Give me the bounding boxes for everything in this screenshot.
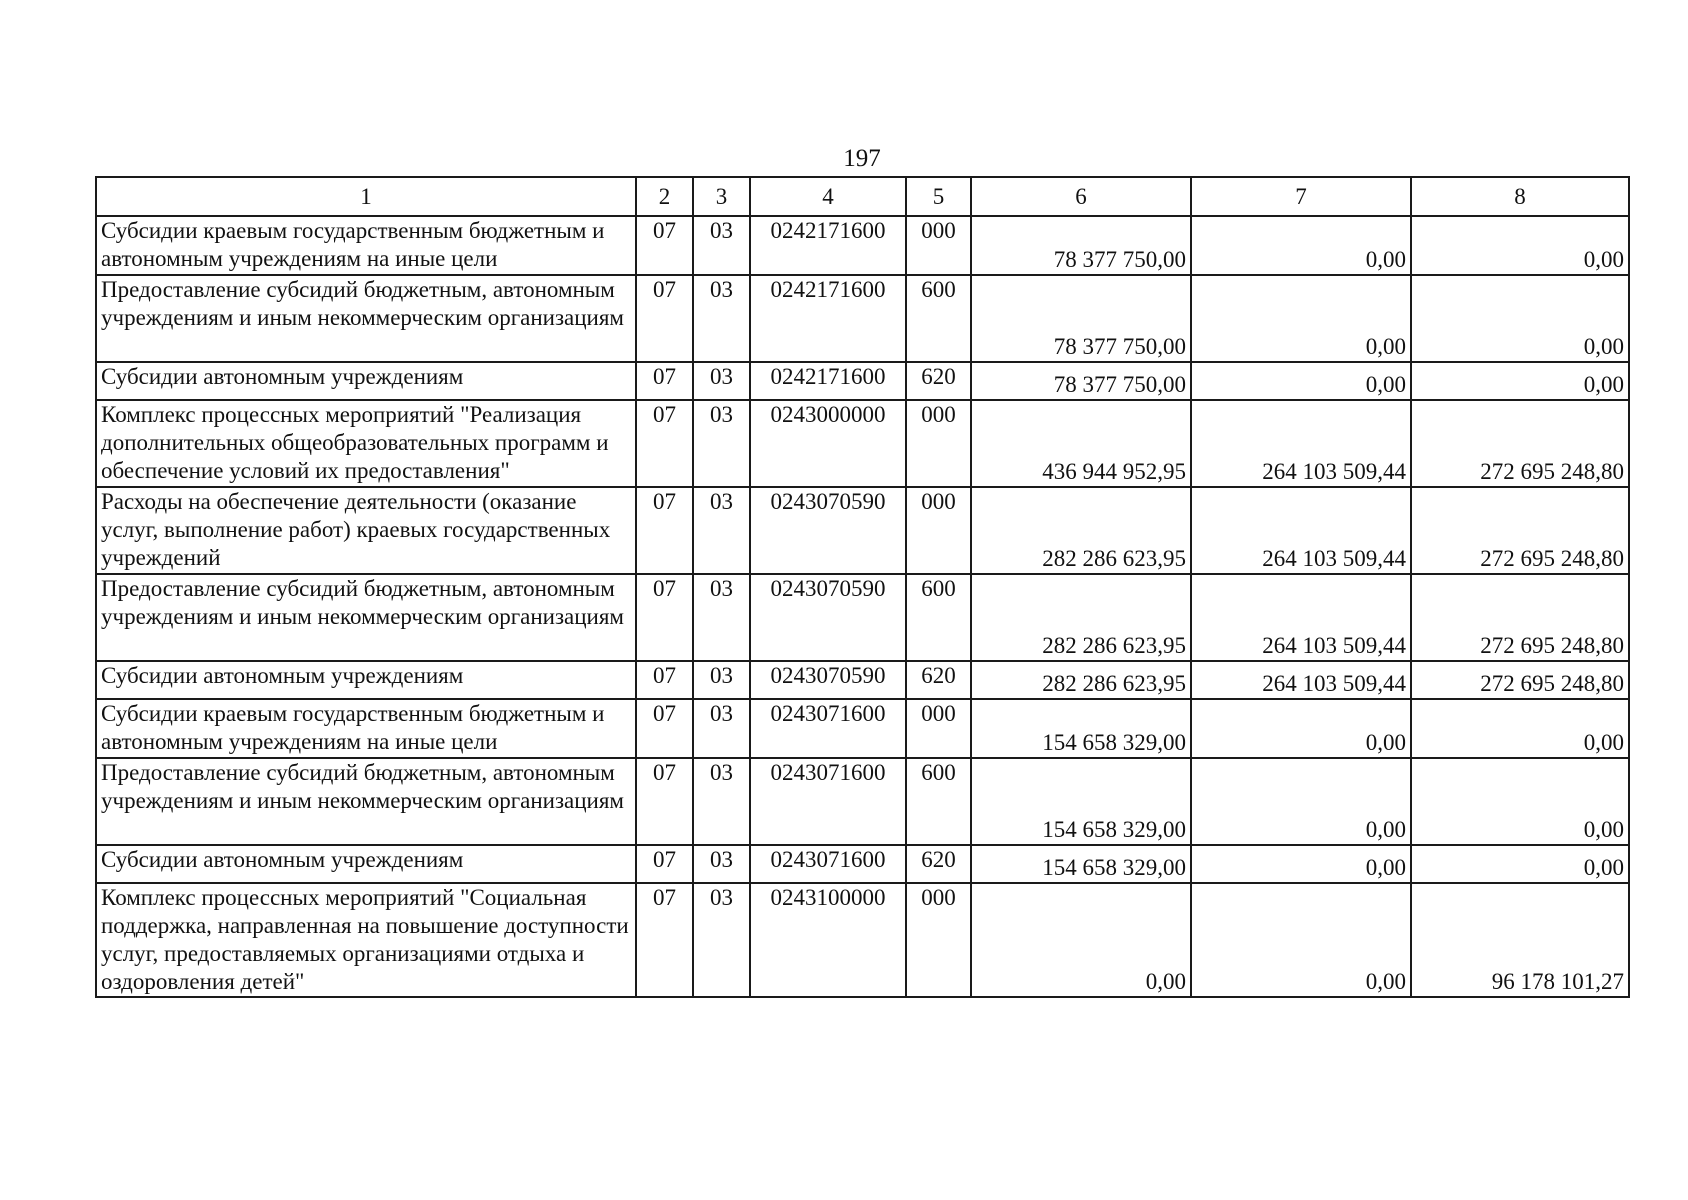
- amount-col-8: 0,00: [1411, 845, 1629, 883]
- row-name: Субсидии автономным учреждениям: [96, 362, 636, 400]
- amount-col-7: 0,00: [1191, 275, 1411, 362]
- amount-col-7: 264 103 509,44: [1191, 487, 1411, 574]
- table-row: [96, 362, 1629, 400]
- target-code: 0243100000: [750, 883, 906, 997]
- table-row: [96, 574, 1629, 661]
- subsection-code: 03: [693, 661, 750, 699]
- row-name: Комплекс процессных мероприятий "Реализация дополнительных общеобразовательных программ и обеспечение условий их предоставления": [96, 400, 636, 487]
- expense-type-code: 000: [906, 400, 971, 487]
- section-code: 07: [636, 275, 693, 362]
- amount-col-6: 282 286 623,95: [971, 661, 1191, 699]
- row-name: Расходы на обеспечение деятельности (оказание услуг, выполнение работ) краевых государственных учреждений: [96, 487, 636, 574]
- page-number: 197: [843, 145, 881, 172]
- table-row: [96, 275, 1629, 362]
- amount-col-6: 78 377 750,00: [971, 275, 1191, 362]
- target-code: 0243070590: [750, 661, 906, 699]
- target-code: 0243071600: [750, 845, 906, 883]
- table-row: [96, 699, 1629, 758]
- header-row: [96, 177, 1629, 216]
- row-name: Субсидии краевым государственным бюджетным и автономным учреждениям на иные цели: [96, 216, 636, 275]
- target-code: 0243000000: [750, 400, 906, 487]
- header-cell-1: 1: [96, 177, 636, 216]
- subsection-code: 03: [693, 883, 750, 997]
- section-code: 07: [636, 699, 693, 758]
- amount-col-7: 264 103 509,44: [1191, 661, 1411, 699]
- amount-col-7: 0,00: [1191, 362, 1411, 400]
- amount-col-6: 282 286 623,95: [971, 487, 1191, 574]
- amount-col-6: 436 944 952,95: [971, 400, 1191, 487]
- subsection-code: 03: [693, 574, 750, 661]
- row-name: Предоставление субсидий бюджетным, автономным учреждениям и иным некоммерческим организациям: [96, 574, 636, 661]
- target-code: 0243071600: [750, 699, 906, 758]
- target-code: 0242171600: [750, 362, 906, 400]
- section-code: 07: [636, 400, 693, 487]
- table-row: [96, 216, 1629, 275]
- table-row: [96, 487, 1629, 574]
- header-cell-6: 6: [971, 177, 1191, 216]
- amount-col-7: 0,00: [1191, 883, 1411, 997]
- section-code: 07: [636, 362, 693, 400]
- amount-col-8: 0,00: [1411, 362, 1629, 400]
- header-cell-5: 5: [906, 177, 971, 216]
- row-name: Предоставление субсидий бюджетным, автономным учреждениям и иным некоммерческим организациям: [96, 758, 636, 845]
- target-code: 0243070590: [750, 487, 906, 574]
- table-row: [96, 845, 1629, 883]
- section-code: 07: [636, 216, 693, 275]
- amount-col-8: 0,00: [1411, 275, 1629, 362]
- subsection-code: 03: [693, 275, 750, 362]
- header-cell-8: 8: [1411, 177, 1629, 216]
- expense-type-code: 620: [906, 661, 971, 699]
- target-code: 0243071600: [750, 758, 906, 845]
- amount-col-8: 96 178 101,27: [1411, 883, 1629, 997]
- amount-col-7: 0,00: [1191, 699, 1411, 758]
- target-code: 0242171600: [750, 216, 906, 275]
- table-row: [96, 661, 1629, 699]
- amount-col-8: 272 695 248,80: [1411, 574, 1629, 661]
- expense-type-code: 600: [906, 758, 971, 845]
- amount-col-7: 0,00: [1191, 216, 1411, 275]
- subsection-code: 03: [693, 845, 750, 883]
- amount-col-6: 154 658 329,00: [971, 699, 1191, 758]
- subsection-code: 03: [693, 216, 750, 275]
- amount-col-8: 272 695 248,80: [1411, 487, 1629, 574]
- row-name: Субсидии краевым государственным бюджетным и автономным учреждениям на иные цели: [96, 699, 636, 758]
- row-name: Субсидии автономным учреждениям: [96, 845, 636, 883]
- expense-type-code: 000: [906, 883, 971, 997]
- section-code: 07: [636, 574, 693, 661]
- amount-col-6: 282 286 623,95: [971, 574, 1191, 661]
- target-code: 0242171600: [750, 275, 906, 362]
- table-row: [96, 758, 1629, 845]
- amount-col-7: 0,00: [1191, 758, 1411, 845]
- subsection-code: 03: [693, 362, 750, 400]
- amount-col-7: 264 103 509,44: [1191, 400, 1411, 487]
- subsection-code: 03: [693, 699, 750, 758]
- expense-type-code: 620: [906, 845, 971, 883]
- amount-col-7: 0,00: [1191, 845, 1411, 883]
- row-name: Предоставление субсидий бюджетным, автономным учреждениям и иным некоммерческим организациям: [96, 275, 636, 362]
- expense-type-code: 000: [906, 487, 971, 574]
- row-name: Комплекс процессных мероприятий "Социальная поддержка, направленная на повышение доступности услуг, предоставляемых организациями отдыха и оздоровления детей": [96, 883, 636, 997]
- amount-col-6: 0,00: [971, 883, 1191, 997]
- header-cell-3: 3: [693, 177, 750, 216]
- amount-col-6: 154 658 329,00: [971, 758, 1191, 845]
- amount-col-8: 0,00: [1411, 758, 1629, 845]
- table-row: [96, 883, 1629, 997]
- target-code: 0243070590: [750, 574, 906, 661]
- budget-table: [95, 176, 1630, 998]
- amount-col-6: 78 377 750,00: [971, 362, 1191, 400]
- header-cell-2: 2: [636, 177, 693, 216]
- section-code: 07: [636, 845, 693, 883]
- amount-col-8: 0,00: [1411, 699, 1629, 758]
- amount-col-6: 78 377 750,00: [971, 216, 1191, 275]
- section-code: 07: [636, 883, 693, 997]
- amount-col-8: 272 695 248,80: [1411, 661, 1629, 699]
- expense-type-code: 000: [906, 699, 971, 758]
- expense-type-code: 600: [906, 275, 971, 362]
- section-code: 07: [636, 487, 693, 574]
- amount-col-6: 154 658 329,00: [971, 845, 1191, 883]
- row-name: Субсидии автономным учреждениям: [96, 661, 636, 699]
- amount-col-7: 264 103 509,44: [1191, 574, 1411, 661]
- header-cell-4: 4: [750, 177, 906, 216]
- expense-type-code: 600: [906, 574, 971, 661]
- section-code: 07: [636, 661, 693, 699]
- expense-type-code: 620: [906, 362, 971, 400]
- table-row: [96, 400, 1629, 487]
- subsection-code: 03: [693, 758, 750, 845]
- header-cell-7: 7: [1191, 177, 1411, 216]
- subsection-code: 03: [693, 400, 750, 487]
- subsection-code: 03: [693, 487, 750, 574]
- section-code: 07: [636, 758, 693, 845]
- expense-type-code: 000: [906, 216, 971, 275]
- amount-col-8: 0,00: [1411, 216, 1629, 275]
- amount-col-8: 272 695 248,80: [1411, 400, 1629, 487]
